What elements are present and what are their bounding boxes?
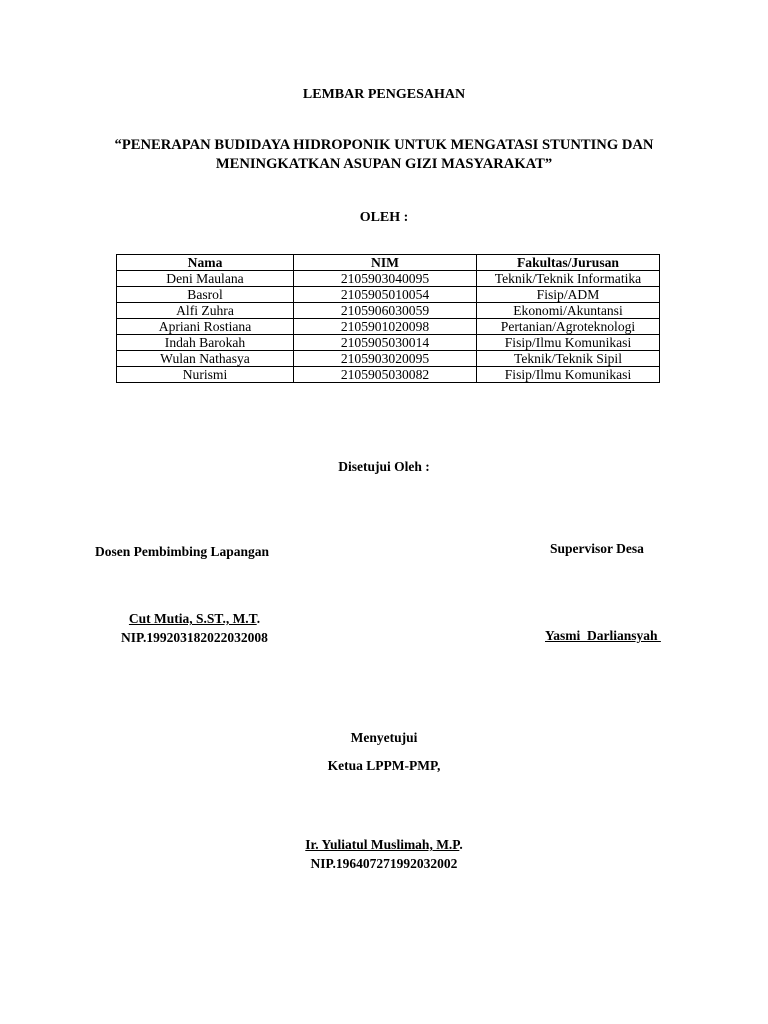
header-nim: NIM [294, 255, 477, 271]
table-row [117, 287, 660, 303]
left-signatory-name-line [95, 611, 294, 627]
cell-fakultas: Fisip/ADM [477, 287, 660, 303]
right-signatory-role: Supervisor Desa [550, 541, 644, 556]
header-nama: Nama [117, 255, 294, 271]
cell-fakultas: Teknik/Teknik Sipil [477, 351, 660, 367]
cell-fakultas: Teknik/Teknik Informatika [477, 271, 660, 287]
subtitle-line-1: “PENERAPAN BUDIDAYA HIDROPONIK UNTUK MENGATASI STUNTING DAN [114, 137, 654, 153]
left-signatory-name-suffix: . [256, 611, 261, 626]
cell-fakultas: Fisip/Ilmu Komunikasi [477, 367, 660, 383]
table-row [117, 351, 660, 367]
document-title: LEMBAR PENGESAHAN [302, 87, 466, 102]
cell-nim: 2105903020095 [294, 351, 477, 367]
approved-by-label: Disetujui Oleh : [338, 459, 430, 474]
cell-nama: Deni Maulana [117, 271, 294, 287]
cell-nama: Wulan Nathasya [117, 351, 294, 367]
subtitle-line-2: MENINGKATKAN ASUPAN GIZI MASYARAKAT” [215, 155, 553, 172]
cell-nim: 2105905030082 [294, 367, 477, 383]
chair-approve-label: Menyetujui [350, 730, 418, 745]
table-row [117, 367, 660, 383]
left-signatory-name: Cut Mutia, S.ST., M.T [128, 611, 257, 626]
cell-nama: Alfi Zuhra [117, 303, 294, 319]
document-subtitle [0, 136, 768, 173]
members-table [116, 254, 660, 383]
cell-nim: 2105905030014 [294, 335, 477, 351]
cell-nama: Indah Barokah [117, 335, 294, 351]
table-header-row [117, 255, 660, 271]
cell-nim: 2105906030059 [294, 303, 477, 319]
cell-nim: 2105901020098 [294, 319, 477, 335]
table-row [117, 319, 660, 335]
right-signatory-name: Yasmi Darliansyah [545, 628, 661, 643]
left-signatory-nip: NIP.199203182022032008 [121, 630, 268, 645]
cell-fakultas: Pertanian/Agroteknologi [477, 319, 660, 335]
cell-fakultas: Ekonomi/Akuntansi [477, 303, 660, 319]
chair-name-suffix: . [459, 837, 463, 852]
cell-nama: Nurismi [117, 367, 294, 383]
chair-role: Ketua LPPM-PMP, [327, 758, 441, 773]
chair-name: Ir. Yuliatul Muslimah, M.P [305, 837, 460, 852]
cell-nim: 2105903040095 [294, 271, 477, 287]
oleh-label: OLEH : [359, 210, 409, 225]
left-signatory-role: Dosen Pembimbing Lapangan [95, 544, 270, 559]
table-row [117, 271, 660, 287]
table-row [117, 335, 660, 351]
cell-fakultas: Fisip/Ilmu Komunikasi [477, 335, 660, 351]
cell-nim: 2105905010054 [294, 287, 477, 303]
header-fakultas: Fakultas/Jurusan [477, 255, 660, 271]
table-row [117, 303, 660, 319]
chair-name-line [0, 837, 768, 853]
cell-nama: Apriani Rostiana [117, 319, 294, 335]
cell-nama: Basrol [117, 287, 294, 303]
chair-nip: NIP.196407271992032002 [310, 856, 458, 871]
